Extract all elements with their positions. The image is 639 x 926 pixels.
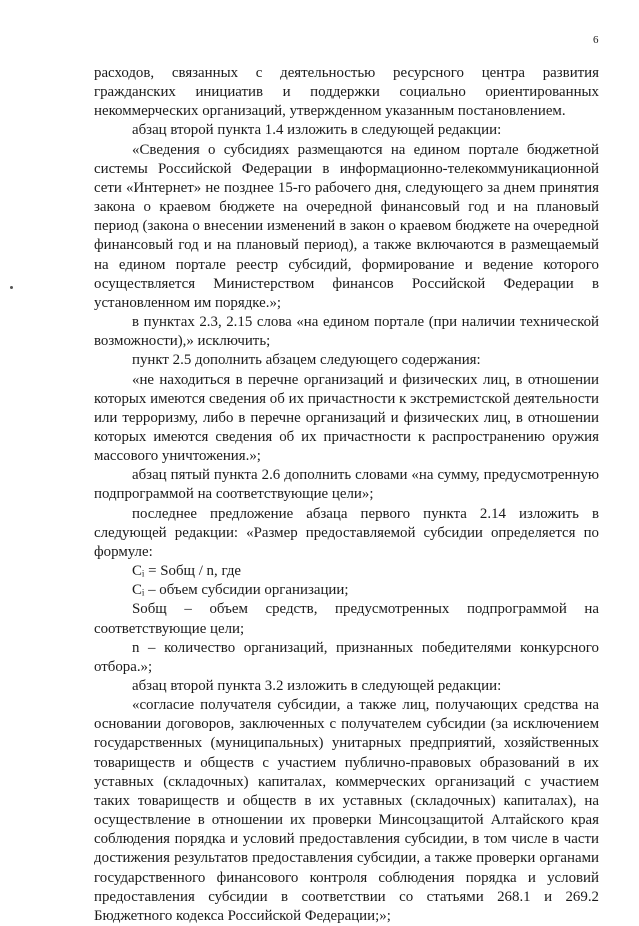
paragraph: абзац второй пункта 1.4 изложить в следующей редакции: — [132, 122, 502, 139]
paragraph: расходов, связанных с деятельностью ресурсного центра развития гражданских инициатив и поддержки социально ориентированных некоммерческих организаций, утвержденном указанным постановлением. — [94, 65, 599, 120]
paragraph: «согласие получателя субсидии, а также лиц, получающих средства на основании договоров, заключенных с получателем субсидии (за исключением государственных (муниципальных) унитарных предприятий, хозяйственных товариществ и обществ с участием публично-правовых образований в их уставных (складочных) капиталах, коммерческих организаций с участием таких товариществ и обществ в их уставных (складочных) капиталах), на осуществление в отношении их проверки Минсоцзащитой Алтайского края соблюдения порядка и условий предоставления субсидии, в том числе в части достижения результатов предоставления субсидии, а также проверки органами государственного финансового контроля соблюдения порядка и условий предоставления субсидии в соответствии со статьями 268.1 и 269.2 Бюджетного кодекса Российской Федерации;»; — [94, 697, 599, 924]
paragraph: в пунктах 2.3, 2.15 слова «на едином портале (при наличии технической возможности),» исключить; — [94, 314, 599, 350]
paragraph: «Сведения о субсидиях размещаются на едином портале бюджетной системы Российской Федерации в информационно-телекоммуникационной сети «Интернет» не позднее 15-го рабочего дня, следующего за днем принятия закона о краевом бюджете на очередной финансовый год и на плановый период (закона о внесении изменений в закон о краевом бюджете на очередной финансовый год и на плановый период), а также включаются в размещаемый на едином портале реестр субсидий, формирование и ведение которого осуществляется Министерством финансов Российской Федерации в установленном им порядке.»; — [94, 141, 599, 311]
formula-definition: n – количество организаций, признанных победителями конкурсного отбора.»; — [94, 639, 599, 675]
paragraph: пункт 2.5 дополнить абзацем следующего содержания: — [132, 352, 481, 369]
paragraph: «не находиться в перечне организаций и физических лиц, в отношении которых имеются сведения об их причастности к экстремистской деятельности или терроризму, либо в перечне организаций и физических лиц, в отношении которых имеются сведения об их причастности к распространению оружия массового уничтожения.»; — [94, 371, 599, 465]
paragraph: абзац пятый пункта 2.6 дополнить словами «на сумму, предусмотренную подпрограммой на соответствующие цели»; — [94, 467, 599, 503]
document-body — [94, 64, 599, 926]
formula-definition: Sобщ – объем средств, предусмотренных подпрограммой на соответствующие цели; — [94, 601, 599, 637]
formula-definition: Cᵢ – объем субсидии организации; — [132, 582, 349, 599]
formula-line: Cᵢ = Sобщ / n, где — [132, 563, 242, 580]
page-number: 6 — [593, 34, 599, 46]
paragraph: последнее предложение абзаца первого пункта 2.14 изложить в следующей редакции: «Размер предоставляемой субсидии определяется по формуле: — [94, 505, 599, 560]
scan-speck — [10, 286, 13, 289]
paragraph: абзац второй пункта 3.2 изложить в следующей редакции: — [132, 678, 502, 694]
